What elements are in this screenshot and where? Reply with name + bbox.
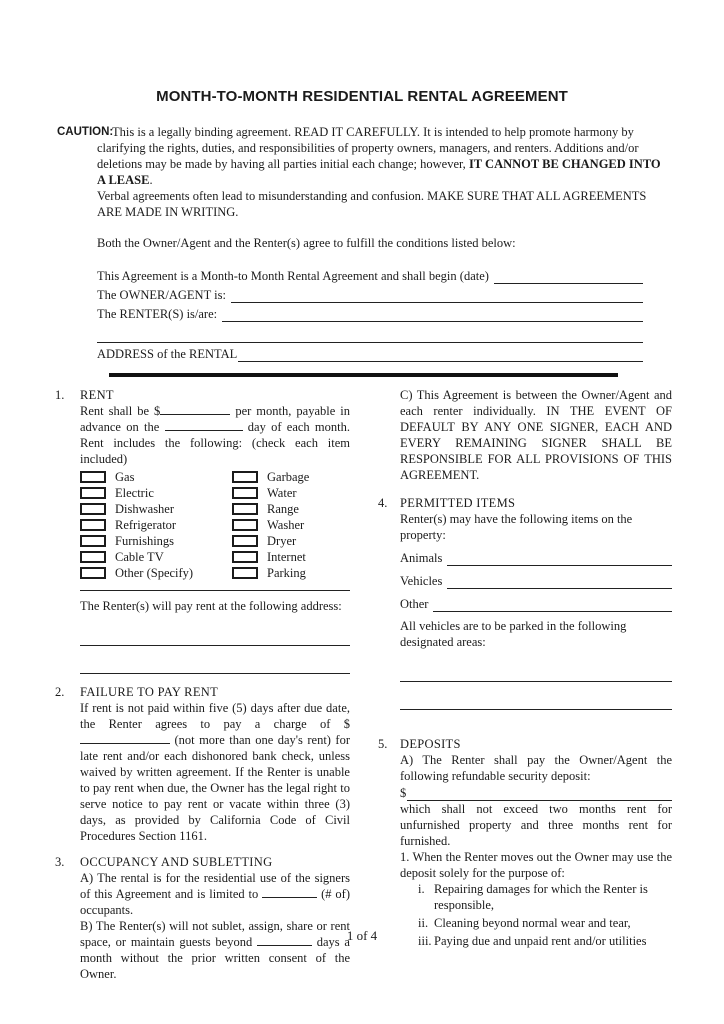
occupancy-b-text-2: days a month without the prior written consent of the Owner. [80, 935, 350, 981]
checkbox-label: Washer [267, 518, 305, 532]
checkbox-range[interactable] [232, 503, 258, 515]
checkbox-item-electric [80, 485, 232, 501]
rental-address-blank[interactable] [238, 347, 643, 362]
checkbox-label: Water [267, 486, 297, 500]
list-marker: ii. [418, 916, 429, 930]
section-occupancy [55, 854, 350, 982]
animals-field [400, 546, 672, 566]
caution-paragraph [97, 124, 668, 188]
deposits-paragraph-a: A) The Renter shall pay the Owner/Agent the following refundable security deposit: [400, 753, 672, 783]
checkbox-row [80, 469, 350, 485]
section-deposits-heading [378, 736, 672, 752]
permitted-intro: Renter(s) may have the following items on the property: [400, 512, 633, 542]
occupancy-a-text-1: A) The rental is for the residential use of the signers of this Agreement and is limited to [80, 871, 350, 901]
list-marker: i. [418, 882, 425, 896]
animals-blank[interactable] [447, 551, 672, 566]
checkbox-label: Dishwasher [115, 502, 175, 516]
agreement-intro-line: Both the Owner/Agent and the Renter(s) agree to fulfill the conditions listed below: [97, 236, 516, 250]
checkbox-row [80, 501, 350, 517]
checkbox-garbage[interactable] [232, 471, 258, 483]
vehicles-label: Vehicles [400, 574, 443, 588]
list-item-text: Paying due and unpaid rent and/or utilities [434, 934, 647, 948]
checkbox-label: Refrigerator [115, 518, 177, 532]
checkbox-item-parking [232, 565, 350, 581]
list-item-text: Repairing damages for which the Renter is responsible, [434, 882, 648, 912]
checkbox-row [80, 549, 350, 565]
checkbox-item-other [80, 565, 232, 581]
failure-text-1: If rent is not paid within five (5) days after due date, the Renter agrees to pay a charge of $ [80, 701, 350, 731]
parking-area-blank-2[interactable] [400, 700, 672, 710]
vehicles-blank[interactable] [447, 574, 672, 589]
failure-paragraph [80, 700, 350, 844]
checkbox-item-furnishings [80, 533, 232, 549]
checkbox-label: Internet [267, 550, 306, 564]
dollar-sign: $ [400, 786, 407, 800]
rent-text-3: day of each month. Rent includes the following: (check each item included) [80, 420, 350, 466]
renters-continuation-blank[interactable] [97, 325, 643, 343]
section-title: RENT [80, 388, 114, 402]
deposits-use-text: 1. When the Renter moves out the Owner may use the deposit solely for the purpose of: [400, 850, 672, 880]
section-title: OCCUPANCY AND SUBLETTING [80, 855, 273, 869]
parking-area-blank-1[interactable] [400, 672, 672, 682]
occupancy-b-text-1: B) The Renter(s) will not sublet, assign, share or rent space, or maintain guests beyond [80, 919, 350, 949]
rent-paragraph [80, 403, 350, 467]
occupancy-a-text-2: (# of) occupants. [80, 887, 350, 917]
section-number: 4. [378, 496, 388, 510]
checkbox-gas[interactable] [80, 471, 106, 483]
checkbox-item-internet [232, 549, 350, 565]
checkbox-dishwasher[interactable] [80, 503, 106, 515]
section-failure-heading [55, 684, 350, 700]
occupancy-paragraph-a [80, 870, 350, 918]
rent-text-2: per month, payable in advance on the [80, 404, 350, 434]
late-charge-blank[interactable] [80, 733, 170, 744]
section-number: 1. [55, 388, 65, 402]
begin-date-line [97, 265, 643, 284]
checkbox-item-gas [80, 469, 232, 485]
checkbox-item-garbage [232, 469, 350, 485]
checkbox-internet[interactable] [232, 551, 258, 563]
section-divider-rule [109, 373, 618, 377]
deposit-amount-line [400, 784, 672, 801]
checkbox-item-dryer [232, 533, 350, 549]
checkbox-label: Dryer [267, 534, 297, 548]
deposit-use-item [418, 881, 672, 913]
owner-agent-label: The OWNER/AGENT is: [97, 288, 226, 302]
deposits-limit-text: which shall not exceed two months rent for unfurnished property and three months rent for furnished. [400, 802, 672, 848]
caution-period: . [149, 173, 153, 187]
checkbox-item-cable-tv [80, 549, 232, 565]
checkbox-water[interactable] [232, 487, 258, 499]
section-permitted-items [378, 495, 672, 710]
pay-address-blank-2[interactable] [80, 664, 350, 674]
checkbox-refrigerator[interactable] [80, 519, 106, 531]
rental-address-label: ADDRESS of the RENTAL [97, 347, 238, 361]
section-number: 2. [55, 685, 65, 699]
occupants-count-blank[interactable] [262, 887, 317, 898]
begin-date-label: This Agreement is a Month-to Month Rental Agreement and shall begin (date) [97, 269, 489, 283]
section-occupancy-heading [55, 854, 350, 870]
checkbox-furnishings[interactable] [80, 535, 106, 547]
left-column [55, 387, 350, 982]
checkbox-item-refrigerator [80, 517, 232, 533]
intro-form-block [97, 265, 643, 377]
caution-text: This is a legally binding agreement. READ IT CAREFULLY. It is intended to help promote harmony by clarifying the rights, duties, and responsibilities of property owners, managers, and renters. Additions and/or deletions may be made by having all parties initial each change; however, [97, 125, 639, 171]
checkbox-parking[interactable] [232, 567, 258, 579]
section-title: DEPOSITS [400, 737, 461, 751]
checkbox-label: Furnishings [115, 534, 175, 548]
caution-bold-text: IT CANNOT BE CHANGED INTO A LEASE [97, 157, 661, 187]
section-title: FAILURE TO PAY RENT [80, 685, 219, 699]
pay-address-blank-1[interactable] [80, 636, 350, 646]
renters-label: The RENTER(S) is/are: [97, 307, 218, 321]
section-rent-heading [55, 387, 350, 403]
animals-label: Animals [400, 551, 443, 565]
checkbox-electric[interactable] [80, 487, 106, 499]
checkbox-row [80, 533, 350, 549]
section-rent [55, 387, 350, 674]
failure-text-2: (not more than one day's rent) for late rent and/or each dishonored bank check, unless waived by written agreement. If the Renter is unable to pay rent when due, the Owner has the legal right to serve notice to pay rent or vacate within three (3) days, as provided by California Code of Civil Procedures Section 1161. [80, 733, 350, 843]
section-deposits [378, 736, 672, 949]
included-items-checkbox-grid [80, 469, 350, 581]
begin-date-blank[interactable] [494, 269, 643, 284]
checkbox-label: Parking [267, 566, 306, 580]
checkbox-other[interactable] [80, 567, 106, 579]
checkbox-row [80, 565, 350, 581]
caution-label: CAUTION: [57, 126, 114, 138]
checkbox-label: Cable TV [115, 550, 164, 564]
checkbox-label: Range [267, 502, 299, 516]
other-field [400, 592, 672, 612]
vehicles-field [400, 569, 672, 589]
checkbox-row [80, 485, 350, 501]
checkbox-row [80, 517, 350, 533]
checkbox-label: Garbage [267, 470, 310, 484]
deposit-amount-blank[interactable] [407, 786, 672, 801]
other-specify-blank[interactable] [80, 581, 350, 591]
right-column [378, 387, 672, 982]
parking-text: All vehicles are to be parked in the following designated areas: [400, 619, 627, 649]
section-number: 5. [378, 737, 388, 751]
rent-day-blank[interactable] [165, 420, 243, 431]
list-item-text: Cleaning beyond normal wear and tear, [434, 916, 631, 930]
checkbox-label: Other (Specify) [115, 566, 194, 580]
checkbox-item-range [232, 501, 350, 517]
other-blank[interactable] [433, 597, 672, 612]
caution-block [57, 124, 668, 220]
section-number: 3. [55, 855, 65, 869]
page-number: 1 of 4 [346, 928, 378, 943]
checkbox-label: Gas [115, 470, 135, 484]
checkbox-item-dishwasher [80, 501, 232, 517]
checkbox-cable-tv[interactable] [80, 551, 106, 563]
renters-line [97, 303, 643, 322]
rent-text-1: Rent shall be $ [80, 404, 161, 418]
rental-address-line [97, 343, 643, 362]
checkbox-washer[interactable] [232, 519, 258, 531]
checkbox-dryer[interactable] [232, 535, 258, 547]
page-title: MONTH-TO-MONTH RESIDENTIAL RENTAL AGREEMENT [156, 88, 568, 105]
renters-blank[interactable] [222, 307, 643, 322]
section-failure-to-pay [55, 684, 350, 844]
two-column-body [55, 387, 672, 982]
owner-agent-blank[interactable] [231, 288, 643, 303]
caution-paragraph-2: Verbal agreements often lead to misunderstanding and confusion. MAKE SURE THAT ALL AGREEMENTS ARE MADE IN WRITING. [97, 189, 647, 219]
owner-agent-line [97, 284, 643, 303]
list-marker: iii. [418, 934, 432, 948]
pay-address-label: The Renter(s) will pay rent at the following address: [80, 599, 342, 613]
section-permitted-heading [378, 495, 672, 511]
checkbox-item-water [232, 485, 350, 501]
checkbox-item-washer [232, 517, 350, 533]
checkbox-label: Electric [115, 486, 154, 500]
other-label: Other [400, 597, 429, 611]
rent-amount-blank[interactable] [160, 404, 230, 415]
occupancy-paragraph-c: C) This Agreement is between the Owner/Agent and each renter individually. IN THE EVENT OF DEFAULT BY ANY ONE SIGNER, EACH AND EVERY REMAINING SIGNER SHALL BE RESPONSIBLE FOR ALL PROVISIONS OF THIS AGREEMENT. [400, 388, 672, 482]
section-title: PERMITTED ITEMS [400, 496, 516, 510]
